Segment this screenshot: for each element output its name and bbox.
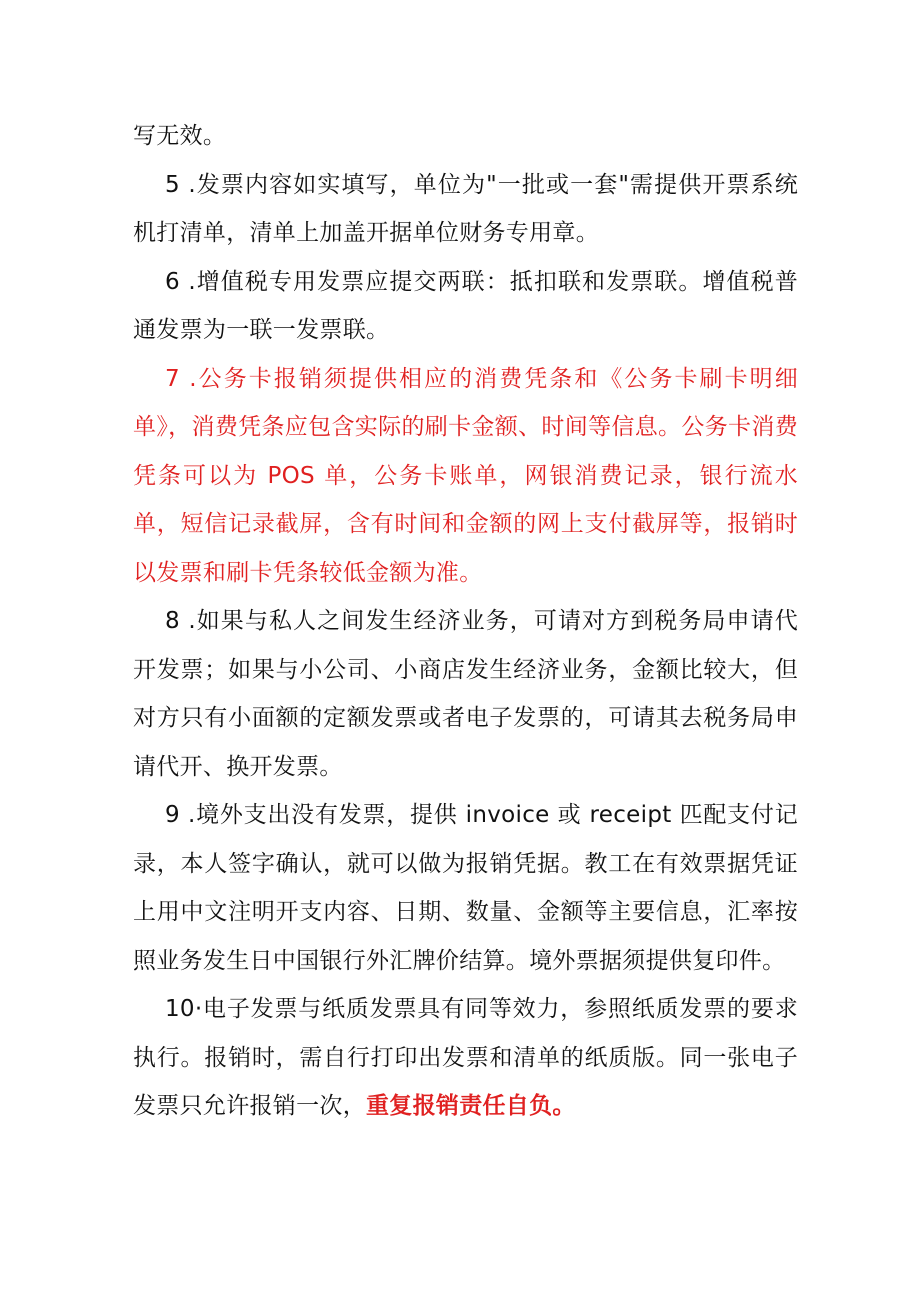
paragraph-10-text: 10·电子发票与纸质发票具有同等效力，参照纸质发票的要求执行。报销时，需自行打印出发票和清单的纸质版。同一张电子发票只允许报销一次， [133, 996, 798, 1119]
paragraph-6: 6 .增值税专用发票应提交两联：抵扣联和发票联。增值税普通发票为一联一发票联。 [133, 268, 798, 343]
paragraph-10 [133, 985, 798, 1131]
paragraph-7: 7 .公务卡报销须提供相应的消费凭条和《公务卡刷卡明细单》，消费凭条应包含实际的刷卡金额、时间等信息。公务卡消费凭条可以为 POS 单，公务卡账单，网银消费记录，银行流水单，短信记录截屏，含有时间和金额的网上支付截屏等，报销时以发票和刷卡凭条较低金额为准。 [133, 365, 798, 586]
paragraph-4-tail: 写无效。 [133, 123, 227, 149]
paragraph-10-emphasis: 重复报销责任自负。 [366, 1093, 576, 1119]
document-body [133, 112, 798, 1131]
paragraph-8: 8 .如果与私人之间发生经济业务，可请对方到税务局申请代开发票；如果与小公司、小商店发生经济业务，金额比较大，但对方只有小面额的定额发票或者电子发票的，可请其去税务局申请代开、换开发票。 [133, 608, 798, 780]
paragraph-9: 9 .境外支出没有发票，提供 invoice 或 receipt 匹配支付记录，本人签字确认，就可以做为报销凭据。教工在有效票据凭证上用中文注明开支内容、日期、数量、金额等主要信息，汇率按照业务发生日中国银行外汇牌价结算。境外票据须提供复印件。 [133, 802, 798, 974]
paragraph-5: 5 .发票内容如实填写，单位为"一批或一套"需提供开票系统机打清单，清单上加盖开据单位财务专用章。 [133, 171, 798, 246]
